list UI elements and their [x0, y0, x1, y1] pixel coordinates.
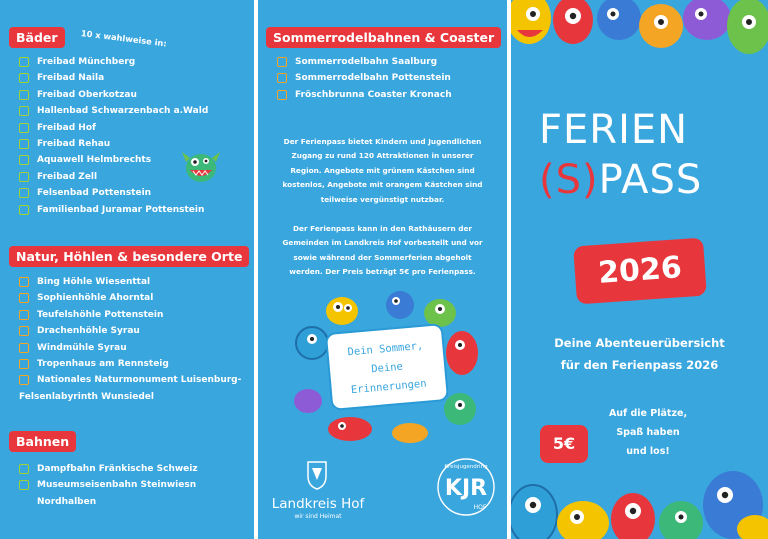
- list-item: Freibad Münchberg: [19, 54, 208, 70]
- panel-cover: [511, 0, 768, 539]
- checkbox-orange[interactable]: [19, 343, 29, 353]
- list-item: Tropenhaus am Rennsteig: [19, 356, 241, 372]
- panel-left: [0, 0, 254, 539]
- landkreis-coat-of-arms-icon: [306, 460, 328, 490]
- list-item: Freibad Oberkotzau: [19, 87, 208, 103]
- svg-text:KJR: KJR: [444, 476, 488, 501]
- section-title-baeder: Bäder: [9, 27, 65, 48]
- natur-list: [19, 274, 241, 405]
- checkbox-green[interactable]: [19, 205, 29, 215]
- list-item: Freibad Naila: [19, 70, 208, 86]
- cover-slogan: Auf die Plätze, Spaß haben und los!: [608, 408, 688, 457]
- kjr-logo: [434, 455, 498, 519]
- list-item: Nationales Naturmonument Luisenburg-: [19, 372, 241, 388]
- list-item: Dampfbahn Fränkische Schweiz: [19, 461, 254, 477]
- checkbox-green[interactable]: [19, 73, 29, 83]
- checkbox-green[interactable]: [19, 464, 29, 474]
- cover-title-line2: (S)PASS: [539, 157, 703, 203]
- checkbox-green[interactable]: [19, 155, 29, 165]
- panel-middle: [258, 0, 507, 539]
- section-title-bahnen: Bahnen: [9, 431, 76, 452]
- checkbox-orange[interactable]: [19, 277, 29, 287]
- checkbox-orange[interactable]: [19, 375, 29, 385]
- list-item-continuation: Felsenlabyrinth Wunsiedel: [19, 391, 154, 402]
- list-item: Sommerrodelbahn Pottenstein: [277, 70, 452, 86]
- green-monster-illustration: [178, 142, 224, 188]
- checkbox-orange[interactable]: [19, 359, 29, 369]
- list-item: Drachenhöhle Syrau: [19, 323, 241, 339]
- list-item: Freibad Hof: [19, 120, 208, 136]
- checkbox-orange[interactable]: [19, 293, 29, 303]
- list-item: Sommerrodelbahn Saalburg: [277, 54, 452, 70]
- cover-title-line1: FERIEN: [539, 107, 689, 153]
- section-title-rodel: Sommerrodelbahnen & Coaster: [266, 27, 501, 48]
- bahnen-list: [19, 461, 254, 510]
- checkbox-green[interactable]: [19, 139, 29, 149]
- list-item: Aquawell Helmbrechts: [19, 152, 208, 168]
- top-monsters-illustration: [511, 0, 768, 62]
- cover-year-badge: 2026: [573, 238, 707, 305]
- checkbox-green[interactable]: [19, 172, 29, 182]
- list-item: Bing Höhle Wiesenttal: [19, 274, 241, 290]
- bottom-monsters-illustration: [511, 445, 768, 539]
- checkbox-green[interactable]: [19, 106, 29, 116]
- landkreis-logo-text: Landkreis Hof wir sind Heimat: [271, 496, 365, 520]
- baeder-list: [19, 54, 208, 218]
- cover-subtitle: Deine Abenteuerübersicht für den Ferienpass 2026: [554, 336, 725, 372]
- svg-text:HOF: HOF: [473, 504, 487, 511]
- checkbox-green[interactable]: [19, 188, 29, 198]
- list-item: Freibad Rehau: [19, 136, 208, 152]
- checkbox-orange[interactable]: [277, 57, 287, 67]
- list-item: Hallenbad Schwarzenbach a.Wald: [19, 103, 208, 119]
- list-item: Teufelshöhle Pottenstein: [19, 307, 241, 323]
- checkbox-green[interactable]: [19, 57, 29, 67]
- info-paragraph-2: Der Ferienpass kann in den Rathäusern der Gemeinden im Landkreis Hof vorbestellt und vor sowie während der Sommerferien abgeholt werden. Der Preis beträgt 5€ pro Ferienpass.: [282, 224, 483, 277]
- list-item: Windmühle Syrau: [19, 340, 241, 356]
- list-item: Felsenbad Pottenstein: [19, 185, 208, 201]
- info-paragraph-1: Der Ferienpass bietet Kindern und Jugendlichen Zugang zu rund 120 Attraktionen in unserer Region. Angebote mit grünem Kästchen sind kostenlos, Angebote mit orangem Kästchen sind teilweise vergünstigt nutzbar.: [282, 137, 483, 204]
- list-item: Museumseisenbahn Steinwiesn Nordhalben: [19, 477, 254, 510]
- checkbox-orange[interactable]: [277, 90, 287, 100]
- memory-card: Dein Sommer, Deine Erinnerungen: [325, 323, 449, 411]
- rodel-list: [277, 54, 452, 103]
- list-item: Freibad Zell: [19, 169, 208, 185]
- baeder-note: 10 x wahlweise in:: [80, 28, 168, 49]
- checkbox-orange[interactable]: [19, 310, 29, 320]
- list-item: Fröschbrunna Coaster Kronach: [277, 87, 452, 103]
- svg-text:Kreisjugendring: Kreisjugendring: [444, 464, 488, 470]
- list-item: Familienbad Juramar Pottenstein: [19, 202, 208, 218]
- checkbox-green[interactable]: [19, 90, 29, 100]
- checkbox-green[interactable]: [19, 480, 29, 490]
- section-title-natur: Natur, Höhlen & besondere Orte: [9, 246, 249, 267]
- list-item: Sophienhöhle Ahorntal: [19, 290, 241, 306]
- checkbox-orange[interactable]: [19, 326, 29, 336]
- price-badge: 5€: [540, 425, 588, 463]
- checkbox-orange[interactable]: [277, 73, 287, 83]
- checkbox-green[interactable]: [19, 123, 29, 133]
